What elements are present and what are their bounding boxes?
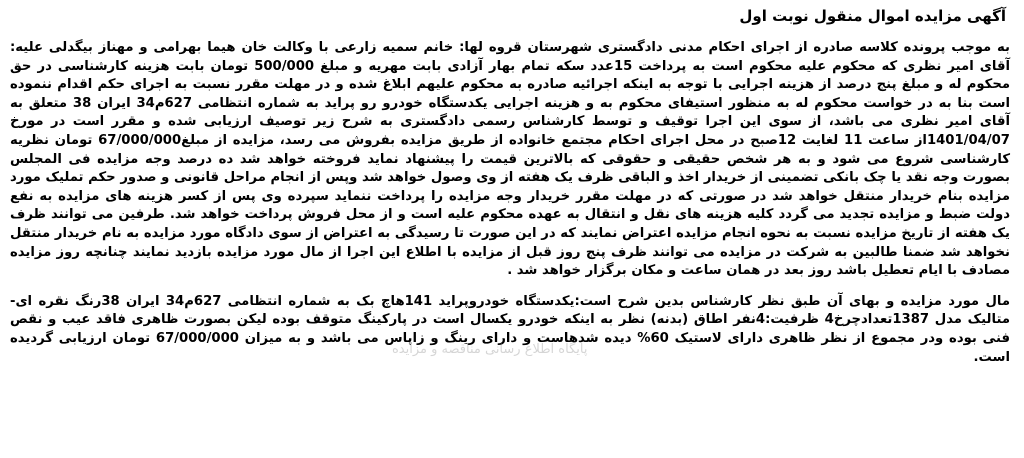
watermark: پایگاه اطلاع رسانی مناقصه و مزایده (392, 342, 588, 357)
notice-paragraph-main: به موجب پرونده کلاسه صادره از اجرای احکام مدنی دادگستری شهرستان قروه لها: خانم سمیه زارعی با وکالت خان هیما بهرامی و مهناز بیگدلی علیه: آقای امیر نظری که محکوم علیه محکوم است به پرداخت 15عدد سکه تمام بهار آزادی بابت مهریه و مبلغ 500/000 تومان بابت هزینه کارشناسی در حق محکوم له و مبلغ پنج درصد از هزینه اجرایی با توجه به اینکه اجرائیه صادره به محکوم علیهم ابلاغ شده و در مهلت مقرر نسبت به اجرای حکم اقدام ننموده است بنا به در خواست محکوم له به منظور استیفای محکوم به و هزینه اجرایی یکدستگاه خودرو رو پراید به شماره انتظامی 627م34 ایران 38 متعلق به آقای امیر نظری می باشد، از سوی این اجرا توقیف و توسط کارشناس رسمی دادگستری به شرح زیر توصیف ارزیابی شده و مقرر است در مورخ 1401/04/07از ساعت 11 لغایت 12صبح در محل اجرای احکام مجتمع خانواده از طریق مزایده بفروش می رسد، مزایده از مبلغ67/000/000 تومان نظریه کارشناسی شروع می شود و به هر شخص حقیقی و حقوقی که بالاترین قیمت را پیشنهاد نماید فروخته خواهد شد ده درصد وجه مزایده فی المجلس بصورت وجه نقد یا چک بانکی تضمینی از خریدار اخذ و الباقی ظرف یک هفته از وی وصول خواهد شد وپس از انجام مراحل قانونی و صدور حکم تملیک مورد مزایده بنام خریدار منتقل خواهد شد در صورتی که در مهلت مقرر خریدار وجه مزایده را پرداخت ننماید سپرده وی پس از کسر هزینه های مزایده به نفع دولت ضبط و مزایده تجدید می گردد کلیه هزینه های نقل و انتقال به عهده محکوم علیه است و از محل فروش پرداخت خواهد شد. طرفین می توانند ظرف یک هفته از تاریخ مزایده نسبت به نحوه انجام مزایده اعتراض نمایند که در این صورت تا رسیدگی به اعتراض از سوی دادگاه مورد مزایده به نام خریدار منتقل نخواهد شد ضمنا طالبین به شرکت در مزایده می توانند ظرف پنج روز قبل از مزایده با اطلاع این اجرا از مال مورد مزایده بازدید نمایند چنانچه روز مزایده مصادف با ایام تعطیل باشد روز بعد در همان ساعت و مکان برگزار خواهد شد . (10, 40, 1010, 279)
notice-paragraph-item-details: مال مورد مزایده و بهای آن طبق نظر کارشناس بدین شرح است:یکدستگاه خودروپراید 141هاچ بک به شماره انتظامی 627م34 ایران 38رنگ نقره ای- متالیک مدل 1387تعدادچرخ4 ظرفیت:4نفر اطاق (بدنه) نظر به اینکه خودرو یکسال است در پارکینگ متوقف بوده لیکن بصورت ظاهری فاقد عیب و نقص فنی بوده ودر مجموع از نظر ظاهری دارای لاستیک 60% دیده شدهاست و دارای رینگ و زاپاس می باشد و به میزان 67/000/000 تومان ارزیابی گردیده است. (10, 293, 1010, 365)
notice-title: آگهی مزایده اموال منقول نوبت اول (739, 7, 1006, 25)
